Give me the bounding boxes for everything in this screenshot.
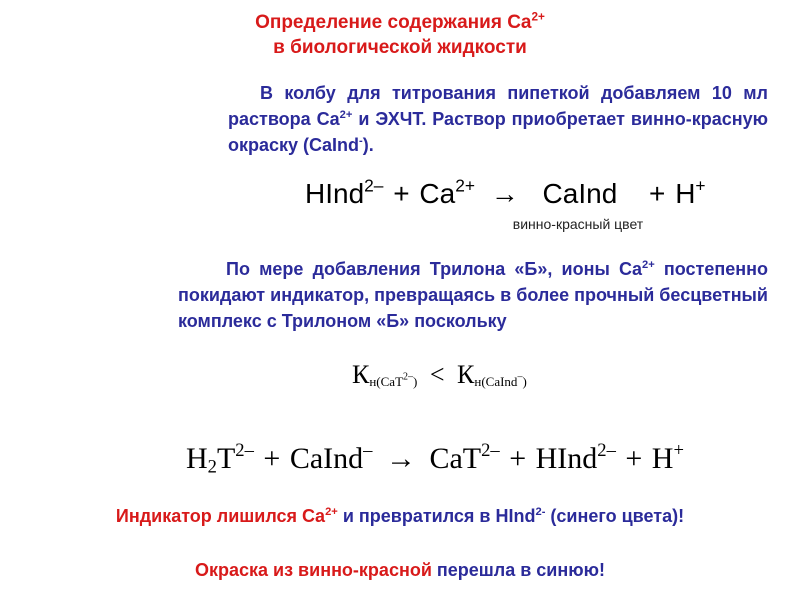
conclusion-indicator-lost-calcium: Индикатор лишился $Ca^{2+}$ и превратился в HInd$^{2-}$ (синего цвета)!: [115, 505, 685, 526]
color-caption: винно-красный цвет: [512, 216, 644, 232]
paragraph-titration-setup: В колбу для титрования пипеткой добавляем 10 мл раствора $Ca^{2+}$ и ЭХЧТ. Раствор приобретает винно-красную окраску (CaInd-).: [228, 83, 768, 155]
title-line-2: в биологической жидкости: [273, 37, 527, 58]
equation-displacement-reaction: $H_2T^{2-}$ + CaInd– → CaT$^{2-}$ + HInd$^{2-}$ + H+: [186, 439, 684, 478]
paragraph-trilon-b: По мере добавления Трилона «Б», ионы $Ca^{2+}$ постепенно покидают индикатор, превращаясь в более прочный бесцветный комплекс с Трилоном «Б» поскольку: [178, 258, 768, 331]
conclusion-color-change: Окраска из винно-красной перешла в синюю!: [195, 560, 605, 580]
equation-indicator-binding: HInd$^{2-}$ + $Ca^{2+}$ → CaInd + H+: [305, 175, 706, 209]
page-title: [0, 10, 800, 60]
title-line-1: Определение содержания $Ca^{2+}$: [255, 10, 545, 33]
instability-constant-inequality: $К_{н(CaT^{2-})} < К_{н(CaInd^-)}$: [352, 360, 527, 390]
